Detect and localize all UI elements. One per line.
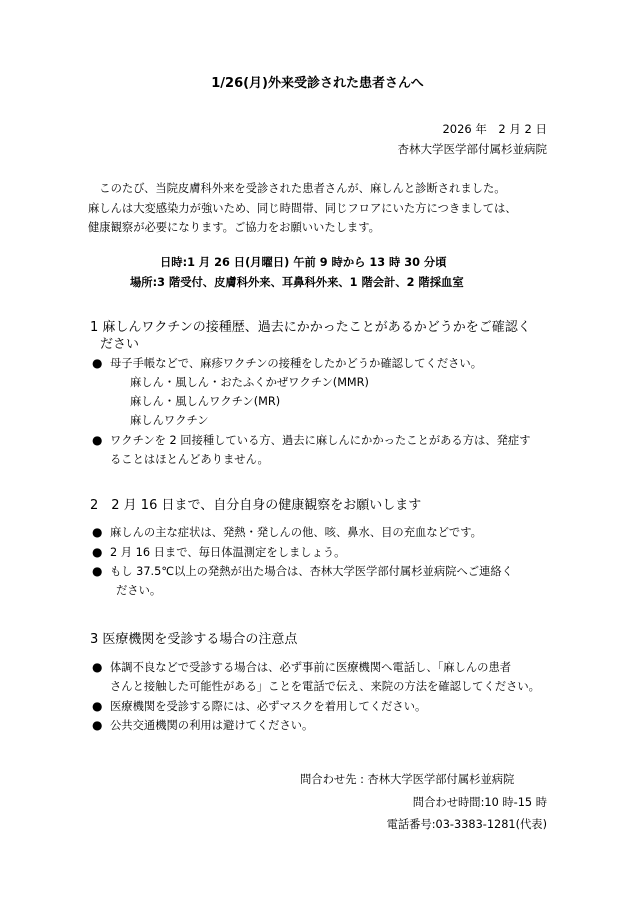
intro-line-2: 麻しんは大変感染力が強いため、同じ時間帯、同じフロアにいた方につきましては、 bbox=[88, 202, 517, 215]
vaccine-mr: 麻しん・風しんワクチン(MR) bbox=[130, 395, 281, 408]
section-3-heading: 3 医療機関を受診する場合の注意点 bbox=[90, 632, 298, 647]
bullet-icon: ● bbox=[92, 660, 103, 674]
bullet-icon: ● bbox=[92, 545, 103, 559]
contact-hours: 問合わせ時間:10 時-15 時 bbox=[412, 796, 547, 809]
bullet-icon: ● bbox=[92, 699, 103, 713]
section-1-heading-cont: ださい bbox=[100, 337, 140, 352]
list-item: ● 2 月 16 日まで、毎日体温測定をしましょう。 bbox=[92, 545, 346, 559]
section-1-heading: 1 麻しんワクチンの接種歴、過去にかかったことがあるかどうかをご確認く bbox=[90, 320, 531, 335]
list-item: ● 医療機関を受診する際には、必ずマスクを着用してください。 bbox=[92, 699, 427, 713]
list-item-cont: ることはほとんどありません。 bbox=[110, 453, 269, 466]
place-line: 場所:3 階受付、皮膚科外来、耳鼻科外来、1 階会計、2 階採血室 bbox=[130, 276, 464, 289]
bullet-icon: ● bbox=[92, 433, 103, 447]
vaccine-mmr: 麻しん・風しん・おたふくかぜワクチン(MMR) bbox=[130, 376, 369, 389]
bullet-icon: ● bbox=[92, 525, 103, 539]
section-2-heading: 2 2 月 16 日まで、自分自身の健康観察をお願いします bbox=[90, 498, 422, 513]
datetime-line: 日時:1 月 26 日(月曜日) 午前 9 時から 13 時 30 分頃 bbox=[160, 256, 447, 269]
list-item: ● 麻しんの主な症状は、発熱・発しんの他、咳、鼻水、目の充血などです。 bbox=[92, 525, 482, 539]
list-item: ● ワクチンを 2 回接種している方、過去に麻しんにかかったことがある方は、発症す bbox=[92, 433, 531, 447]
list-item: ● 公共交通機関の利用は避けてください。 bbox=[92, 718, 314, 732]
bullet-icon: ● bbox=[92, 356, 103, 370]
list-item: ● 体調不良などで受診する場合は、必ず事前に医療機関へ電話し、「麻しんの患者 bbox=[92, 660, 512, 674]
list-item: ● 母子手帳などで、麻疹ワクチンの接種をしたかどうか確認してください。 bbox=[92, 356, 483, 370]
list-item-cont: ださい。 bbox=[116, 584, 162, 597]
page-title: 1/26(月)外来受診された患者さんへ bbox=[211, 76, 424, 91]
issue-date: 2026 年 2 月 2 日 bbox=[442, 122, 547, 136]
list-item-cont: さんと接触した可能性がある」ことを電話で伝え、来院の方法を確認してください。 bbox=[110, 680, 540, 693]
intro-line-3: 健康観察が必要になります。ご協力をお願いいたします。 bbox=[88, 221, 380, 234]
issuer-name: 杏林大学医学部付属杉並病院 bbox=[397, 142, 547, 156]
intro-line-1: このたび、当院皮膚科外来を受診された患者さんが、麻しんと診断されました。 bbox=[88, 182, 506, 195]
vaccine-measles: 麻しんワクチン bbox=[130, 414, 209, 427]
bullet-icon: ● bbox=[92, 564, 103, 578]
contact-phone: 電話番号:03-3383-1281(代表) bbox=[386, 818, 547, 831]
list-item: ● もし 37.5℃以上の発熱が出た場合は、杏林大学医学部付属杉並病院へご連絡く bbox=[92, 564, 513, 578]
bullet-icon: ● bbox=[92, 718, 103, 732]
contact-name: 問合わせ先 : 杏林大学医学部付属杉並病院 bbox=[300, 773, 515, 786]
